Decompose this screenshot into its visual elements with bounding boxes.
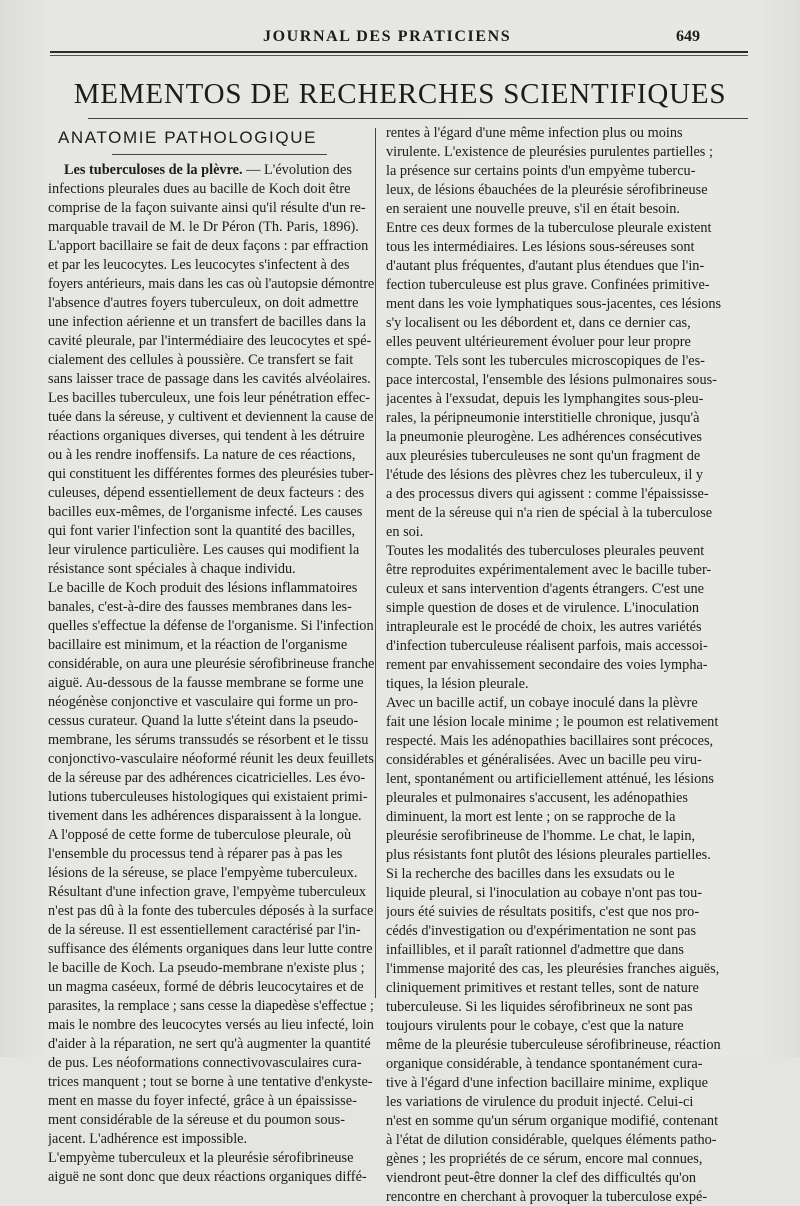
text-line: infections pleurales dues au bacille de Koch doit être bbox=[48, 181, 351, 197]
text-line: banales, c'est-à-dire des fausses membranes dans les- bbox=[48, 599, 352, 615]
header-rule-thin bbox=[50, 55, 748, 56]
text-line: ment considérable de la séreuse et du poumon sous- bbox=[48, 1112, 345, 1128]
lead-in: Les tuberculoses de la plèvre. bbox=[64, 162, 243, 178]
text-line: liquide pleural, si l'inoculation au cobaye n'ont pas tou- bbox=[386, 885, 703, 901]
text-line: d'aider à la réparation, ne sert qu'à augmenter la quantité bbox=[48, 1036, 371, 1052]
title-rule bbox=[88, 118, 748, 119]
text-line: tivement dans les adhérences disparaissent à la longue. bbox=[48, 808, 362, 824]
text-line: cliniquement primitives et restant telles, sont de nature bbox=[386, 980, 699, 996]
text-line: bacillaire est minimum, et la réaction de l'organisme bbox=[48, 637, 348, 653]
text-line: d'autant plus fréquentes, d'autant plus étendues que l'in- bbox=[386, 258, 705, 274]
text-line: pace intercostal, l'ensemble des lésions pulmonaires sous- bbox=[386, 372, 717, 388]
text-line: gènes ; les propriétés de ce sérum, encore mal connues, bbox=[386, 1151, 703, 1167]
text-line: cialement des cellules à poussière. Ce transfert se fait bbox=[48, 352, 354, 368]
text-line: ou à les rendre inoffensifs. La nature de ces réactions, bbox=[48, 447, 356, 463]
text-line: d'infection tuberculeuse réalisent parfois, mais accessoi- bbox=[386, 638, 708, 654]
text-line: diminuent, la mort est lente ; on se rapproche de la bbox=[386, 809, 676, 825]
text-line: en seraient une nouvelle preuve, s'il en était besoin. bbox=[386, 201, 680, 217]
text-line: Les bacilles tuberculeux, une fois leur pénétration effec- bbox=[48, 390, 371, 406]
text-line: de la séreuse par des adhérences cicatricielles. Les évo- bbox=[48, 770, 366, 786]
text-line: Le bacille de Koch produit des lésions inflammatoires bbox=[48, 580, 358, 596]
text-line: plus résistants font plutôt des lésions pleurales partielles. bbox=[386, 847, 711, 863]
text-line: n'est en somme qu'un sérum organique modifié, contenant bbox=[386, 1113, 719, 1129]
text-line: cédés d'investigation ou d'expérimentation ne sont pas bbox=[386, 923, 697, 939]
text-line: foyers antérieurs, mais dans les cas où l'autopsie démontre bbox=[48, 276, 374, 292]
text-line: en soi. bbox=[386, 524, 424, 540]
text-line: leux, de lésions ébauchées de la pleurésie sérofibrineuse bbox=[386, 182, 708, 198]
text-line: résistance sont spéciales à chaque individu. bbox=[48, 561, 296, 577]
text-line: tous les intermédiaires. Les lésions sous-séreuses sont bbox=[386, 239, 695, 255]
text-line: compte. Tels sont les tubercules microscopiques de l'es- bbox=[386, 353, 705, 369]
column-divider bbox=[375, 128, 376, 998]
text-line: tuée dans la séreuse, y cultivent et deviennent la cause de bbox=[48, 409, 374, 425]
text-line: sans laisser trace de passage dans les cavités alvéolaires. bbox=[48, 371, 371, 387]
text-line: quelles s'effectue la défense de l'organisme. Si l'infection bbox=[48, 618, 374, 634]
text-line: a des processus divers qui agissent : comme l'épaississe- bbox=[386, 486, 709, 502]
text-line: virulente. L'existence de pleurésies purulentes partielles ; bbox=[386, 144, 713, 160]
text-line: ment en masse du foyer infecté, grâce à un épaississe- bbox=[48, 1093, 357, 1109]
text-line: la pneumonie pleurogène. Les adhérences consécutives bbox=[386, 429, 702, 445]
text-line: cessus curateur. Quand la lutte s'éteint dans la pseudo- bbox=[48, 713, 359, 729]
text-line: rement par envahissement secondaire des voies lympha- bbox=[386, 657, 708, 673]
text-line: considérables et généralisées. Avec un bacille peu viru- bbox=[386, 752, 702, 768]
text-line: à l'état de dilution considérable, quelques éléments patho- bbox=[386, 1132, 717, 1148]
text-line: fection tuberculeuse est plus grave. Confinées primitive- bbox=[386, 277, 710, 293]
text-line: ment dans les voie lymphatiques sous-jacentes, ces lésions bbox=[386, 296, 722, 312]
text-line: de la séreuse. Il est essentiellement caractérisé par l'in- bbox=[48, 922, 361, 938]
text-line: n'est pas dû à la fonte des tubercules déposés à la surface bbox=[48, 903, 374, 919]
text-line: l'immense majorité des cas, les pleurésies franches aiguës, bbox=[386, 961, 720, 977]
text-line: qui constituent les différentes formes des pleurésies tuber- bbox=[48, 466, 374, 482]
text-line: toujours virulents pour le cobaye, c'est que la nature bbox=[386, 1018, 684, 1034]
text-line: jacent. L'adhérence est impossible. bbox=[48, 1131, 248, 1147]
text-line: qui font varier l'infection sont la quantité des bacilles, bbox=[48, 523, 356, 539]
text-line: respecté. Mais les adénopathies bacillaires sont précoces, bbox=[386, 733, 714, 749]
text-line: trices manquent ; tout se borne à une tentative d'enkyste- bbox=[48, 1074, 373, 1090]
text-line: suffisance des éléments organiques dans leur lutte contre bbox=[48, 941, 373, 957]
text-line: Entre ces deux formes de la tuberculose pleurale existent bbox=[386, 220, 712, 236]
text-line: aiguë ne sont donc que deux réactions organiques diffé- bbox=[48, 1169, 367, 1185]
text-line: intrapleurale est le procédé de choix, les autres variétés bbox=[386, 619, 702, 635]
text-line: être reproduites expérimentalement avec le bacille tuber- bbox=[386, 562, 712, 578]
text-line: Si la recherche des bacilles dans les exsudats ou le bbox=[386, 866, 675, 882]
text-line: rentes à l'égard d'une même infection plus ou moins bbox=[386, 125, 683, 141]
text-line: Les tuberculoses de la plèvre. — L'évolution des bbox=[64, 162, 352, 178]
text-line: même de la pleurésie tuberculeuse sérofibrineuse, réaction bbox=[386, 1037, 721, 1053]
text-line: ment de la séreuse qui n'a rien de spécial à la tuberculose bbox=[386, 505, 713, 521]
text-line: jours été suivies de résultats positifs, c'est que nos pro- bbox=[386, 904, 700, 920]
text-line: viendront peut-être donner la clef des difficultés qu'on bbox=[386, 1170, 696, 1186]
page-number: 649 bbox=[676, 28, 700, 45]
text-line: l'absence d'autres foyers tuberculeux, on doit admettre bbox=[48, 295, 359, 311]
text-line: aux pleurésies tuberculeuses ne sont qu'un fragment de bbox=[386, 448, 701, 464]
running-head bbox=[0, 28, 800, 52]
text-line: lutions tuberculeuses histologiques qui existaient primi- bbox=[48, 789, 368, 805]
journal-title: JOURNAL DES PRATICIENS bbox=[263, 28, 512, 45]
text-line: jacentes à l'exsudat, depuis les lymphangites sous-pleu- bbox=[386, 391, 704, 407]
text-line: la présence sur certains points d'un empyème tubercu- bbox=[386, 163, 696, 179]
text-line: marquable travail de M. le Dr Péron (Th. Paris, 1896). bbox=[48, 219, 359, 235]
text-line: rencontre en cherchant à provoquer la tuberculose expé- bbox=[386, 1189, 708, 1205]
text-line: le bacille de Koch. La pseudo-membrane n'existe plus ; bbox=[48, 960, 365, 976]
text-line: A l'opposé de cette forme de tuberculose pleurale, où bbox=[48, 827, 352, 843]
text-line: une infection aérienne et un transfert de bacilles dans la bbox=[48, 314, 366, 330]
text-line: comprise de la façon suivante ainsi qu'il résulte d'un re- bbox=[48, 200, 366, 216]
text-line: les variations de virulence du produit injecté. Celui-ci bbox=[386, 1094, 694, 1110]
text-line: tiques, la lésion pleurale. bbox=[386, 676, 529, 692]
text-line: tuberculeuse. Si les liquides sérofibrineux ne sont pas bbox=[386, 999, 693, 1015]
text-line: leur virulence particulière. Les causes qui modifient la bbox=[48, 542, 360, 558]
text-line: simple question de doses et de virulence. L'inoculation bbox=[386, 600, 700, 616]
header-rule bbox=[50, 51, 748, 53]
text-line: mais le nombre des leucocytes versés au lieu infecté, loin bbox=[48, 1017, 374, 1033]
text-line: pleurésie serofibrineuse de l'homme. Le chat, le lapin, bbox=[386, 828, 696, 844]
text-line: l'ensemble du processus tend à réparer pas à pas les bbox=[48, 846, 343, 862]
text-line: aiguë. Au-dessous de la fausse membrane se forme une bbox=[48, 675, 364, 691]
text-line: L'empyème tuberculeux et la pleurésie sérofibrineuse bbox=[48, 1150, 354, 1166]
text-line: elles peuvent ultérieurement évoluer pour leur propre bbox=[386, 334, 691, 350]
text-line: un magma caséeux, formé de débris leucocytaires et de bbox=[48, 979, 364, 995]
text-line: membrane, les sérums transsudés se résorbent et le tissu bbox=[48, 732, 369, 748]
text-line: rales, la péripneumonie interstitielle chronique, jusqu'à bbox=[386, 410, 700, 426]
text-line: l'étude des lésions des plèvres chez les tuberculeux, il y bbox=[386, 467, 704, 483]
text-line: culeux et sans intervention d'agents étrangers. C'est une bbox=[386, 581, 705, 597]
text-line: Avec un bacille actif, un cobaye inoculé dans la plèvre bbox=[386, 695, 698, 711]
text-line: fait une lésion locale minime ; le poumon est relativement bbox=[386, 714, 719, 730]
text-line: Résultant d'une infection grave, l'empyème tuberculeux bbox=[48, 884, 366, 900]
section-title-underline bbox=[112, 154, 327, 155]
text-line: considérable, on aura une pleurésie sérofibrineuse franche bbox=[48, 656, 374, 672]
text-line: parasites, la remplace ; sans cesse la diapedèse s'effectue ; bbox=[48, 998, 374, 1014]
text-line: culeuses, dépend essentiellement de deux facteurs : des bbox=[48, 485, 365, 501]
text-line: et par les leucocytes. Les leucocytes s'infectent à des bbox=[48, 257, 350, 273]
text-line: organique considérable, à tendance spontanément cura- bbox=[386, 1056, 703, 1072]
text-line: pleurales et pulmonaires s'accusent, les adénopathies bbox=[386, 790, 688, 806]
text-line: cavité pleurale, par l'intermédiaire des leucocytes et spé- bbox=[48, 333, 372, 349]
text-line: réactions organiques diverses, qui tendent à les détruire bbox=[48, 428, 365, 444]
text-line: s'y localisent ou les débordent et, dans ce dernier cas, bbox=[386, 315, 691, 331]
text-line: lésions de la séreuse, se place l'empyème tuberculeux. bbox=[48, 865, 358, 881]
text-line: Toutes les modalités des tuberculoses pleurales peuvent bbox=[386, 543, 705, 559]
text-line: lent, spontanément ou artificiellement atténué, les lésions bbox=[386, 771, 714, 787]
text-line: tive à l'égard d'une infection bacillaire minime, explique bbox=[386, 1075, 708, 1091]
section-title: ANATOMIE PATHOLOGIQUE bbox=[57, 128, 318, 147]
main-title: MEMENTOS DE RECHERCHES SCIENTIFIQUES bbox=[73, 78, 727, 110]
text-line: néogénèse conjonctive et vasculaire qui forme un pro- bbox=[48, 694, 359, 710]
text-line: conjonctivo-vasculaire néoformé réunit les deux feuillets bbox=[48, 751, 374, 767]
text-line: bacilles eux-mêmes, de l'organisme infecté. Les causes bbox=[48, 504, 363, 520]
text-line: infaillibles, et il paraît rationnel d'admettre que dans bbox=[386, 942, 684, 958]
text-line: L'apport bacillaire se fait de deux façons : par effraction bbox=[48, 238, 369, 254]
text-line: de pus. Les néoformations connectivovasculaires cura- bbox=[48, 1055, 362, 1071]
